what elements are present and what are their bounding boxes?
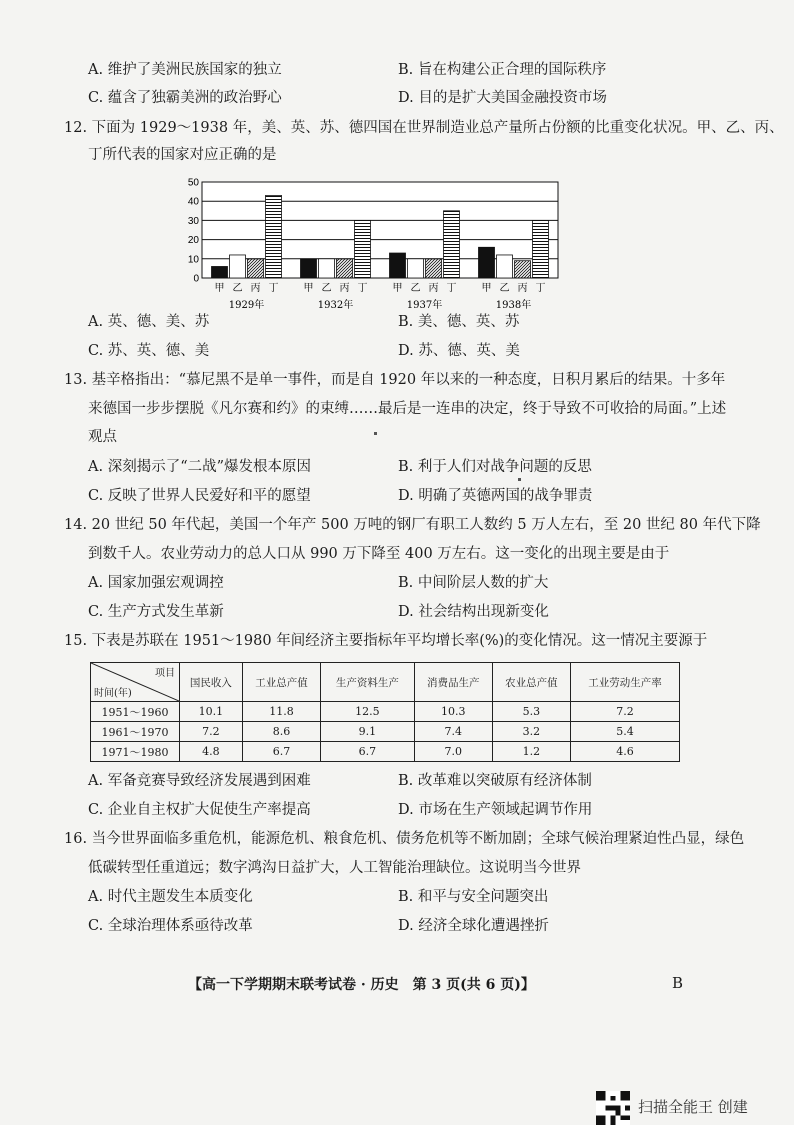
q13-option-d: D. 明确了英德两国的战争罪责 bbox=[398, 488, 593, 504]
q11-option-c: C. 蕴含了独霸美洲的政治野心 bbox=[88, 90, 282, 106]
bar-丙 bbox=[248, 259, 264, 278]
series-label: 丁 bbox=[357, 283, 368, 294]
bar-丁 bbox=[533, 220, 549, 278]
bar-甲 bbox=[301, 259, 317, 278]
series-label: 乙 bbox=[499, 283, 510, 294]
q13-stem-line3: 观点 bbox=[88, 429, 117, 445]
q14-stem-line2: 到数千人。农业劳动力的总人口从 990 万下降至 400 万左右。这一变化的出现主要是由于 bbox=[88, 546, 670, 562]
q12-stem-line1: 12. 下面为 1929～1938 年，美、英、苏、德四国在世界制造业总产量所占份额的比重变化状况。甲、乙、丙、 bbox=[64, 120, 784, 136]
q15-option-b: B. 改革难以突破原有经济体制 bbox=[398, 773, 592, 789]
series-label: 丙 bbox=[339, 283, 350, 294]
row-period: 1951～1960 bbox=[91, 702, 180, 722]
series-label: 丁 bbox=[268, 283, 279, 294]
q13-option-b: B. 利于人们对战争问题的反思 bbox=[398, 459, 592, 475]
q12-option-c: C. 苏、英、德、美 bbox=[88, 343, 210, 359]
series-label: 乙 bbox=[232, 283, 243, 294]
q16-stem-line1: 16. 当今世界面临多重危机，能源危机、粮食危机、债务危机等不断加剧；全球气候治理紧迫性凸显，绿色 bbox=[64, 831, 745, 847]
bar-丁 bbox=[355, 220, 371, 278]
q15-growth-table bbox=[90, 662, 680, 762]
table-cell: 11.8 bbox=[242, 702, 320, 722]
bar-乙 bbox=[497, 255, 513, 278]
scan-speck bbox=[374, 432, 377, 435]
q16-stem-line2: 低碳转型任重道远；数字鸿沟日益扩大，人工智能治理缺位。这说明当今世界 bbox=[88, 860, 581, 876]
q16-option-b: B. 和平与安全问题突出 bbox=[398, 889, 549, 905]
table-cell: 8.6 bbox=[242, 722, 320, 742]
q14-stem-line1: 14. 20 世纪 50 年代起，美国一个年产 500 万吨的钢厂有职工人数约 5 万人左右，至 20 世纪 80 年代下降 bbox=[64, 517, 761, 533]
q14-option-a: A. 国家加强宏观调控 bbox=[88, 575, 224, 591]
table-cell: 5.3 bbox=[492, 702, 570, 722]
y-tick-label: 20 bbox=[187, 235, 199, 247]
q12-stem-line2: 丁所代表的国家对应正确的是 bbox=[88, 147, 277, 163]
q15-option-a: A. 军备竞赛导致经济发展遇到困难 bbox=[88, 773, 311, 789]
series-label: 甲 bbox=[214, 283, 225, 294]
corner-time-label: 时间(年) bbox=[94, 688, 132, 699]
row-period: 1961～1970 bbox=[91, 722, 180, 742]
y-tick-label: 50 bbox=[187, 177, 199, 189]
q15-option-d: D. 市场在生产领域起调节作用 bbox=[398, 802, 593, 818]
table-cell: 6.7 bbox=[242, 742, 320, 762]
category-label: 1937年 bbox=[406, 300, 443, 311]
q16-option-a: A. 时代主题发生本质变化 bbox=[88, 889, 253, 905]
bar-丁 bbox=[444, 211, 460, 278]
series-label: 甲 bbox=[303, 283, 314, 294]
q13-option-a: A. 深刻揭示了“二战”爆发根本原因 bbox=[88, 459, 312, 475]
table-cell: 7.0 bbox=[414, 742, 492, 762]
table-row bbox=[91, 722, 680, 742]
table-cell: 7.2 bbox=[180, 722, 243, 742]
scan-speck bbox=[518, 478, 521, 481]
series-label: 甲 bbox=[392, 283, 403, 294]
table-cell: 4.6 bbox=[571, 742, 680, 762]
table-cell: 6.7 bbox=[321, 742, 415, 762]
bar-丙 bbox=[426, 259, 442, 278]
bar-乙 bbox=[408, 259, 424, 278]
column-header: 农业总产值 bbox=[492, 663, 570, 702]
y-tick-label: 40 bbox=[187, 196, 199, 208]
paper-type-label: B bbox=[672, 974, 684, 992]
q11-option-a: A. 维护了美洲民族国家的独立 bbox=[88, 62, 282, 78]
table-cell: 7.2 bbox=[571, 702, 680, 722]
column-header: 国民收入 bbox=[180, 663, 243, 702]
bar-乙 bbox=[230, 255, 246, 278]
series-label: 甲 bbox=[481, 283, 492, 294]
table-cell: 4.8 bbox=[180, 742, 243, 762]
column-header: 生产资料生产 bbox=[321, 663, 415, 702]
watermark-text: 扫描全能王 创建 bbox=[638, 1098, 748, 1116]
table-cell: 10.1 bbox=[180, 702, 243, 722]
table-header-row bbox=[91, 663, 680, 702]
column-header: 消费品生产 bbox=[414, 663, 492, 702]
y-tick-label: 0 bbox=[193, 273, 199, 285]
series-label: 乙 bbox=[410, 283, 421, 294]
page-footer: 【高一下学期期末联考试卷 · 历史 第 3 页(共 6 页)】 bbox=[188, 977, 535, 993]
q16-option-d: D. 经济全球化遭遇挫折 bbox=[398, 918, 549, 934]
q13-option-c: C. 反映了世界人民爱好和平的愿望 bbox=[88, 488, 311, 504]
bar-乙 bbox=[319, 259, 335, 278]
bar-丁 bbox=[266, 195, 282, 278]
q12-bar-chart bbox=[172, 174, 572, 314]
row-period: 1971～1980 bbox=[91, 742, 180, 762]
q15-option-c: C. 企业自主权扩大促使生产率提高 bbox=[88, 802, 311, 818]
q15-stem: 15. 下表是苏联在 1951～1980 年间经济主要指标年平均增长率(%)的变化情况。这一情况主要源于 bbox=[64, 633, 708, 649]
q13-stem-line2: 来德国一步步摆脱《凡尔赛和约》的束缚……最后是一连串的决定，终于导致不可收拾的局面。”上述 bbox=[88, 401, 727, 417]
bar-甲 bbox=[390, 253, 406, 278]
bar-甲 bbox=[479, 247, 495, 278]
q12-option-a: A. 英、德、美、苏 bbox=[88, 314, 210, 330]
series-label: 丙 bbox=[250, 283, 261, 294]
series-label: 丙 bbox=[428, 283, 439, 294]
category-label: 1929年 bbox=[228, 300, 265, 311]
q11-option-d: D. 目的是扩大美国金融投资市场 bbox=[398, 90, 607, 106]
table-row bbox=[91, 702, 680, 722]
table-row bbox=[91, 742, 680, 762]
q14-option-c: C. 生产方式发生革新 bbox=[88, 604, 224, 620]
series-label: 丙 bbox=[517, 283, 528, 294]
series-label: 乙 bbox=[321, 283, 332, 294]
table-cell: 7.4 bbox=[414, 722, 492, 742]
series-label: 丁 bbox=[535, 283, 546, 294]
q14-option-d: D. 社会结构出现新变化 bbox=[398, 604, 549, 620]
q14-option-b: B. 中间阶层人数的扩大 bbox=[398, 575, 549, 591]
corner-item-label: 项目 bbox=[155, 668, 175, 679]
table-cell: 3.2 bbox=[492, 722, 570, 742]
table-cell: 5.4 bbox=[571, 722, 680, 742]
table-cell: 1.2 bbox=[492, 742, 570, 762]
series-label: 丁 bbox=[446, 283, 457, 294]
qr-code-icon bbox=[596, 1091, 630, 1125]
y-tick-label: 10 bbox=[187, 254, 199, 266]
q11-option-b: B. 旨在构建公正合理的国际秩序 bbox=[398, 62, 607, 78]
category-label: 1932年 bbox=[317, 300, 354, 311]
bar-丙 bbox=[337, 259, 353, 278]
table-cell: 9.1 bbox=[321, 722, 415, 742]
q13-stem-line1: 13. 基辛格指出：“慕尼黑不是单一事件，而是自 1920 年以来的一种态度，日积月累后的结果。十多年 bbox=[64, 372, 726, 388]
table-corner-cell bbox=[91, 663, 180, 702]
y-tick-label: 30 bbox=[187, 215, 199, 227]
category-label: 1938年 bbox=[495, 300, 532, 311]
bar-甲 bbox=[212, 266, 228, 278]
bar-丙 bbox=[515, 261, 531, 278]
q12-option-d: D. 苏、德、英、美 bbox=[398, 343, 520, 359]
q12-option-b: B. 美、德、英、苏 bbox=[398, 314, 520, 330]
table-cell: 12.5 bbox=[321, 702, 415, 722]
q16-option-c: C. 全球治理体系亟待改革 bbox=[88, 918, 253, 934]
column-header: 工业总产值 bbox=[242, 663, 320, 702]
table-cell: 10.3 bbox=[414, 702, 492, 722]
column-header: 工业劳动生产率 bbox=[571, 663, 680, 702]
